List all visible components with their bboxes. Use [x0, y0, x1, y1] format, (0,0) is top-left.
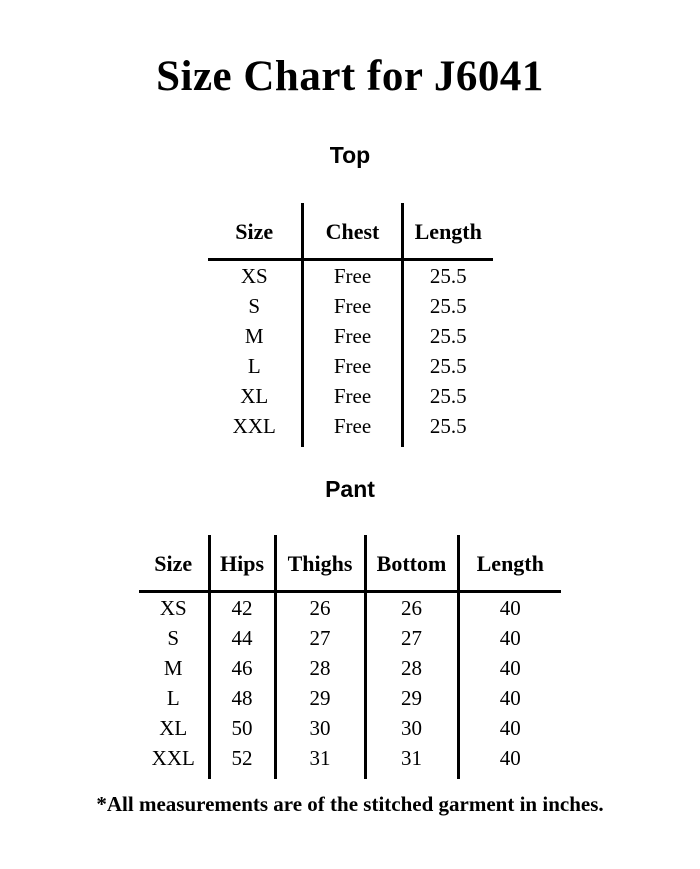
pant-col-header-size: Size [139, 535, 209, 592]
cell-bottom: 29 [365, 683, 458, 713]
cell-hips: 42 [209, 592, 275, 624]
cell-thighs: 29 [275, 683, 365, 713]
cell-thighs: 30 [275, 713, 365, 743]
cell-chest: Free [303, 291, 403, 321]
table-row [139, 683, 561, 713]
pant-size-table [139, 535, 561, 779]
cell-chest: Free [303, 411, 403, 447]
table-row [139, 713, 561, 743]
cell-length: 40 [458, 713, 561, 743]
cell-thighs: 27 [275, 623, 365, 653]
cell-hips: 52 [209, 743, 275, 779]
cell-hips: 46 [209, 653, 275, 683]
top-col-header-length: Length [403, 203, 493, 260]
pant-col-header-hips: Hips [209, 535, 275, 592]
top-size-table [208, 203, 493, 447]
cell-length: 25.5 [403, 321, 493, 351]
cell-hips: 48 [209, 683, 275, 713]
table-row [139, 743, 561, 779]
cell-size: XL [240, 384, 269, 409]
pant-col-header-thighs: Thighs [275, 535, 365, 592]
cell-size: L [247, 354, 261, 379]
cell-size: S [248, 294, 261, 319]
cell-bottom: 30 [365, 713, 458, 743]
table-row [208, 260, 493, 292]
top-table-header-row [208, 203, 493, 260]
cell-length: 25.5 [403, 291, 493, 321]
cell-length: 25.5 [403, 411, 493, 447]
cell-size: M [244, 324, 264, 349]
cell-bottom: 28 [365, 653, 458, 683]
cell-bottom: 27 [365, 623, 458, 653]
cell-size: XXL [232, 414, 276, 439]
cell-size: M [163, 656, 183, 681]
cell-chest: Free [303, 381, 403, 411]
table-row [208, 351, 493, 381]
cell-chest: Free [303, 260, 403, 292]
measurement-footnote: *All measurements are of the stitched garment in inches. [96, 792, 604, 817]
cell-size: XS [240, 264, 268, 289]
cell-length: 25.5 [403, 260, 493, 292]
cell-size: XS [159, 596, 187, 621]
table-row [139, 592, 561, 624]
cell-chest: Free [303, 321, 403, 351]
cell-thighs: 28 [275, 653, 365, 683]
cell-thighs: 31 [275, 743, 365, 779]
cell-length: 40 [458, 623, 561, 653]
table-row [208, 381, 493, 411]
cell-length: 40 [458, 592, 561, 624]
cell-hips: 44 [209, 623, 275, 653]
section-heading-pant: Pant [325, 476, 375, 503]
top-col-header-size: Size [208, 203, 303, 260]
pant-col-header-bottom: Bottom [365, 535, 458, 592]
page-title: Size Chart for J6041 [156, 53, 544, 100]
top-col-header-chest: Chest [303, 203, 403, 260]
cell-chest: Free [303, 351, 403, 381]
pant-table-header-row [139, 535, 561, 592]
section-heading-top: Top [329, 142, 371, 169]
table-row [139, 623, 561, 653]
cell-thighs: 26 [275, 592, 365, 624]
pant-col-header-length: Length [458, 535, 561, 592]
cell-length: 40 [458, 653, 561, 683]
cell-length: 40 [458, 743, 561, 779]
cell-length: 40 [458, 683, 561, 713]
cell-size: L [166, 686, 180, 711]
cell-size: XL [159, 716, 188, 741]
cell-bottom: 31 [365, 743, 458, 779]
table-row [208, 411, 493, 447]
cell-size: XXL [151, 746, 195, 771]
cell-bottom: 26 [365, 592, 458, 624]
table-row [139, 653, 561, 683]
table-row [208, 321, 493, 351]
table-row [208, 291, 493, 321]
cell-size: S [167, 626, 180, 651]
cell-length: 25.5 [403, 351, 493, 381]
cell-length: 25.5 [403, 381, 493, 411]
cell-hips: 50 [209, 713, 275, 743]
